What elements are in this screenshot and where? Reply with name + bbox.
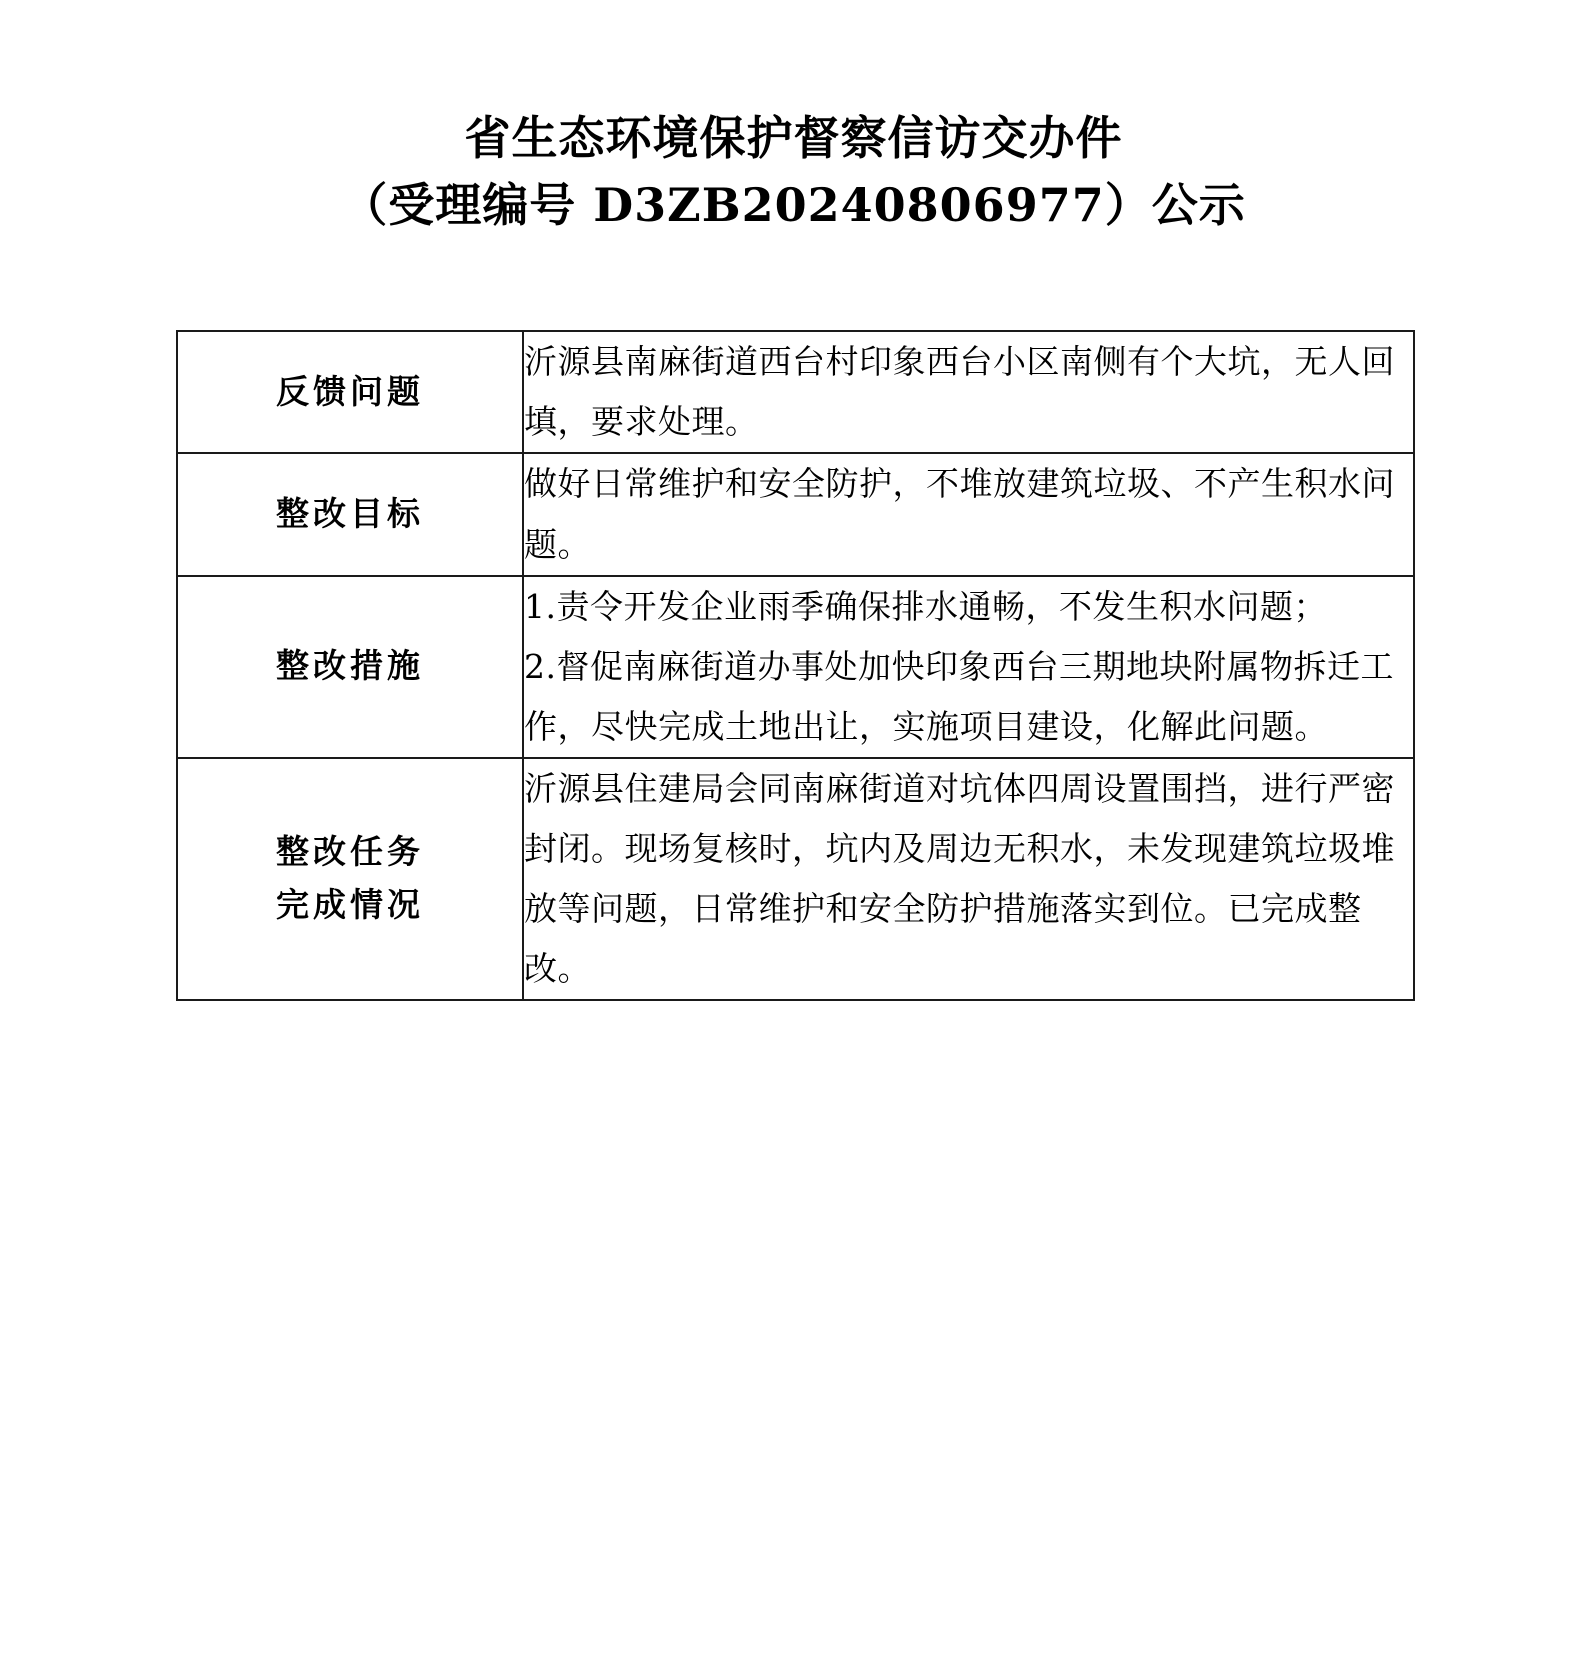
row-content-task-completion	[523, 758, 1414, 1000]
row-label-task-completion: 整改任务 完成情况	[177, 758, 523, 1000]
page-title	[0, 0, 1587, 238]
row-label-rectification-goal: 整改目标	[177, 453, 523, 575]
paragraph: 沂源县住建局会同南麻街道对坑体四周设置围挡，进行严密封闭。现场复核时，坑内及周边无积水，未发现建筑垃圾堆放等问题，日常维护和安全防护措施落实到位。已完成整改。	[524, 768, 1395, 988]
paragraph: 沂源县南麻街道西台村印象西台小区南侧有个大坑，无人回填，要求处理。	[524, 342, 1395, 442]
page-title-line-2: （受理编号 D3ZB20240806977）公示	[341, 177, 1246, 232]
row-content-rectification-measures	[523, 576, 1414, 758]
table-row	[177, 576, 1414, 758]
table-row	[177, 758, 1414, 1000]
report-table-wrapper	[0, 330, 1587, 1001]
row-content-feedback-issue	[523, 331, 1414, 453]
page-title-line-1: 省生态环境保护督察信访交办件	[464, 111, 1123, 165]
row-label-rectification-measures: 整改措施	[177, 576, 523, 758]
paragraph: 1.责令开发企业雨季确保排水通畅，不发生积水问题；	[524, 586, 1327, 626]
paragraph: 2.督促南麻街道办事处加快印象西台三期地块附属物拆迁工作，尽快完成土地出让，实施项目建设，化解此问题。	[524, 646, 1394, 746]
row-label-feedback-issue: 反馈问题	[177, 331, 523, 453]
table-row	[177, 331, 1414, 453]
row-content-rectification-goal	[523, 453, 1414, 575]
paragraph: 做好日常维护和安全防护，不堆放建筑垃圾、不产生积水问题。	[524, 464, 1395, 564]
table-row	[177, 453, 1414, 575]
report-table	[176, 330, 1415, 1001]
